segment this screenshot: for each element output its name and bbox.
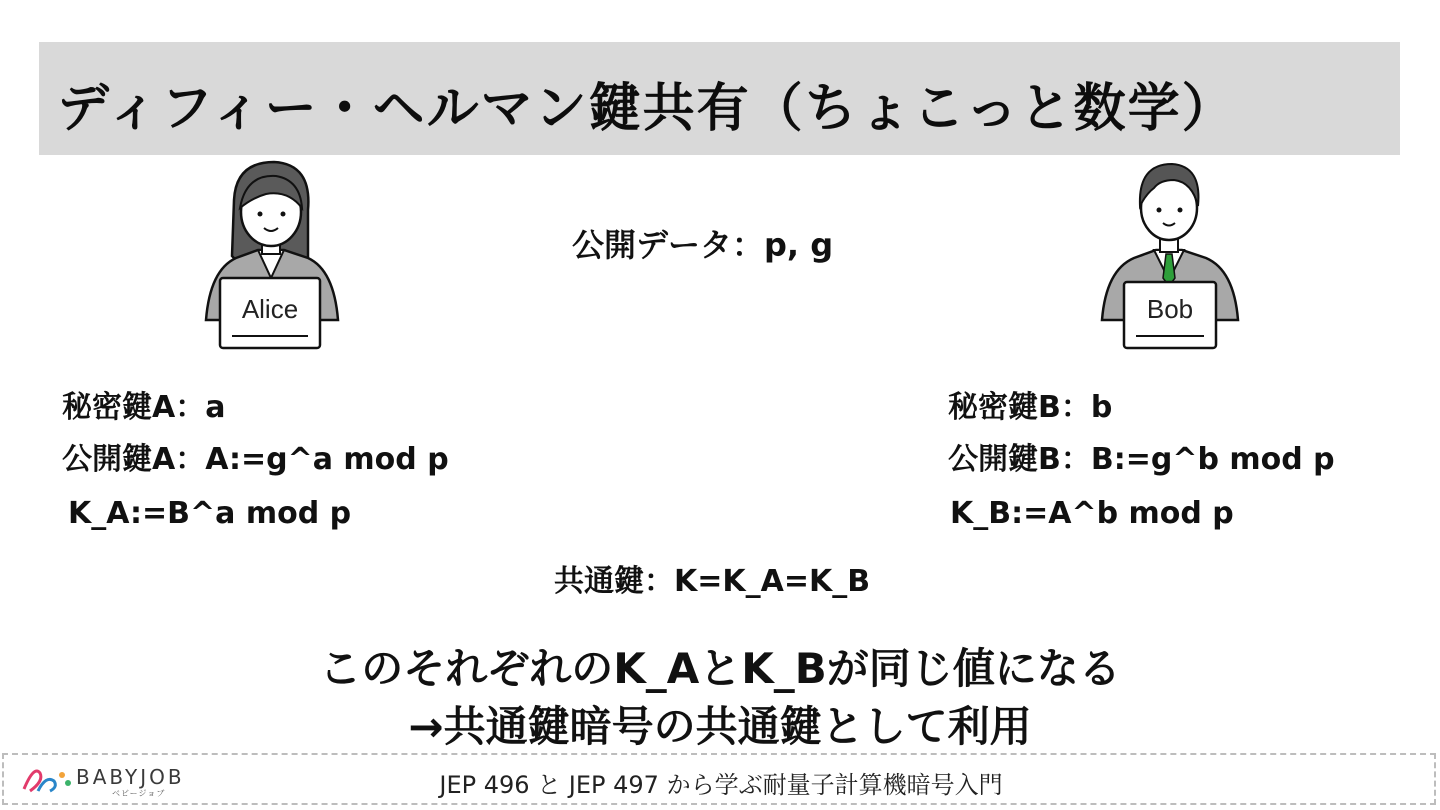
bob-label: Bob: [1146, 294, 1194, 324]
footer-brand-sub: ベビージョブ: [112, 789, 166, 798]
page-title: ディフィー・ヘルマン鍵共有（ちょこっと数学）: [57, 79, 1236, 139]
summary-line-1: このそれぞれのK_AとK_Bが同じ値になる: [319, 644, 1121, 693]
alice-secret-key: 秘密鍵A：a: [62, 390, 226, 425]
alice-illustration: [196, 160, 346, 355]
footer: [2, 753, 1436, 805]
footer-caption: JEP 496 と JEP 497 から学ぶ耐量子計算機暗号入門: [439, 771, 1003, 799]
footer-brand: BABYJOB: [76, 765, 185, 789]
alice-public-key: 公開鍵A：A:=g^a mod p: [62, 442, 449, 477]
title-bar: [39, 42, 1400, 155]
summary-line-2: →共通鍵暗号の共通鍵として利用: [408, 702, 1032, 751]
bob-public-key: 公開鍵B：B:=g^b mod p: [948, 442, 1335, 477]
alice-derived-key: K_A:=B^a mod p: [68, 496, 352, 531]
bob-illustration: [1094, 160, 1244, 355]
bob-derived-key: K_B:=A^b mod p: [950, 496, 1234, 531]
alice-label: Alice: [241, 294, 299, 324]
shared-key-text: 共通鍵：K=K_A=K_B: [554, 564, 871, 599]
bob-secret-key: 秘密鍵B：b: [948, 390, 1113, 425]
public-data-text: 公開データ：p, g: [572, 226, 834, 264]
